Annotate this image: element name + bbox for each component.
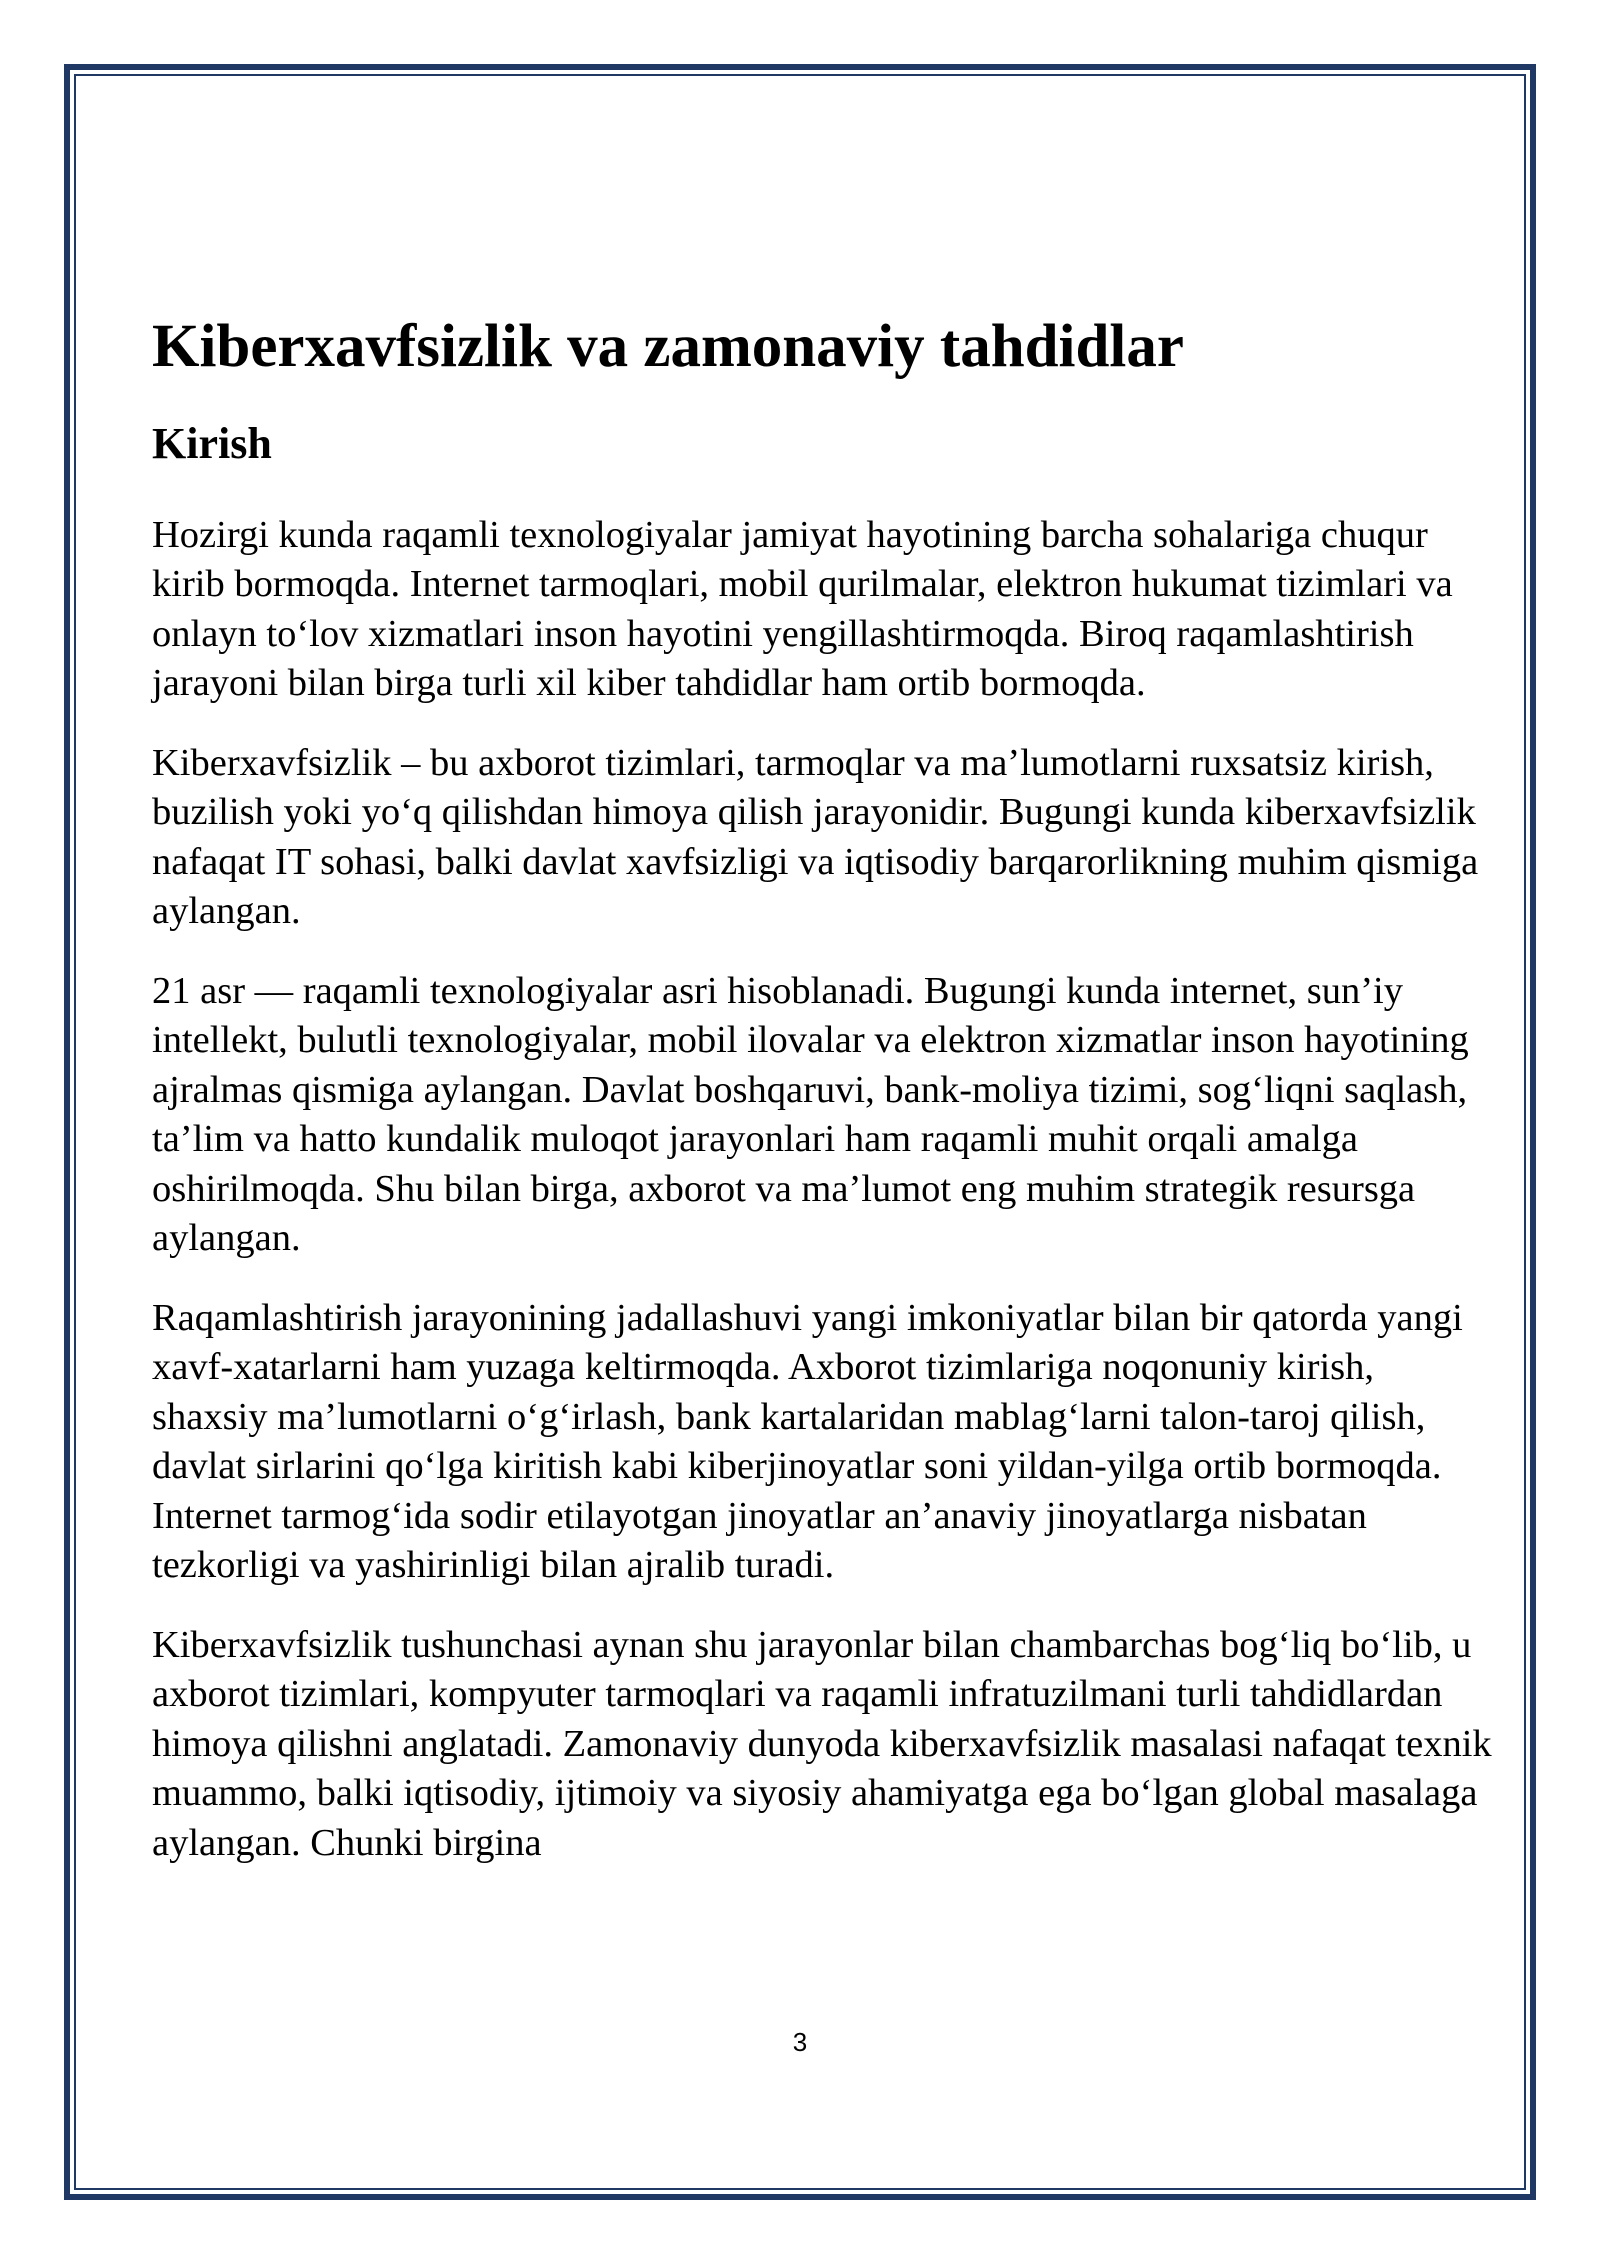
paragraph-2: Kiberxavfsizlik – bu axborot tizimlari, tarmoqlar va ma’lumotlarni ruxsatsiz kirish, buzilish yoki yo‘q qilishdan himoya qilish jarayonidir. Bugungi kunda kiberxavfsizlik nafaqat IT sohasi, balki davlat xavfsizligi va iqtisodiy barqarorlikning muhim qismiga aylangan. — [152, 741, 1479, 933]
paragraph-4: Raqamlashtirish jarayonining jadallashuvi yangi imkoniyatlar bilan bir qatorda yangi xavf-xatarlarni ham yuzaga keltirmoqda. Axborot tizimlariga noqonuniy kirish, shaxsiy ma’lumotlarni o‘g‘irlash, bank kartalaridan mablag‘larni talon-taroj qilish, davlat sirlarini qo‘lga kiritish kabi kiberjinoyatlar soni yildan-yilga ortib bormoqda. Internet tarmog‘ida sodir etilayotgan jinoyatlar an’anaviy jinoyatlarga nisbatan tezkorligi va yashirinligi bilan ajralib turadi. — [152, 1296, 1463, 1587]
section-heading: Kirish — [152, 419, 272, 469]
document-title: Kiberxavfsizlik va zamonaviy tahdidlar — [152, 313, 1184, 380]
paragraph-1: Hozirgi kunda raqamli texnologiyalar jamiyat hayotining barcha sohalariga chuqur kirib bormoqda. Internet tarmoqlari, mobil qurilmalar, elektron hukumat tizimlari va onlayn to‘lov xizmatlari inson hayotini yengillashtirmoqda. Biroq raqamlashtirish jarayoni bilan birga turli xil kiber tahdidlar ham ortib bormoqda. — [152, 513, 1453, 705]
page-number: 3 — [792, 2027, 808, 2057]
paragraph-5: Kiberxavfsizlik tushunchasi aynan shu jarayonlar bilan chambarchas bog‘liq bo‘lib, u axborot tizimlari, kompyuter tarmoqlari va raqamli infratuzilmani turli tahdidlardan himoya qilishni anglatadi. Zamonaviy dunyoda kiberxavfsizlik masalasi nafaqat texnik muammo, balki iqtisodiy, ijtimoiy va siyosiy ahamiyatga ega bo‘lgan global masalaga aylangan. Chunki birgina — [152, 1623, 1492, 1864]
paragraph-3: 21 asr — raqamli texnologiyalar asri hisoblanadi. Bugungi kunda internet, sun’iy intellekt, bulutli texnologiyalar, mobil ilovalar va elektron xizmatlar inson hayotining ajralmas qismiga aylangan. Davlat boshqaruvi, bank-moliya tizimi, sog‘liqni saqlash, ta’lim va hatto kundalik muloqot jarayonlari ham raqamli muhit orqali amalga oshirilmoqda. Shu bilan birga, axborot va ma’lumot eng muhim strategik resursga aylangan. — [152, 969, 1469, 1260]
document-body — [152, 312, 1492, 1898]
